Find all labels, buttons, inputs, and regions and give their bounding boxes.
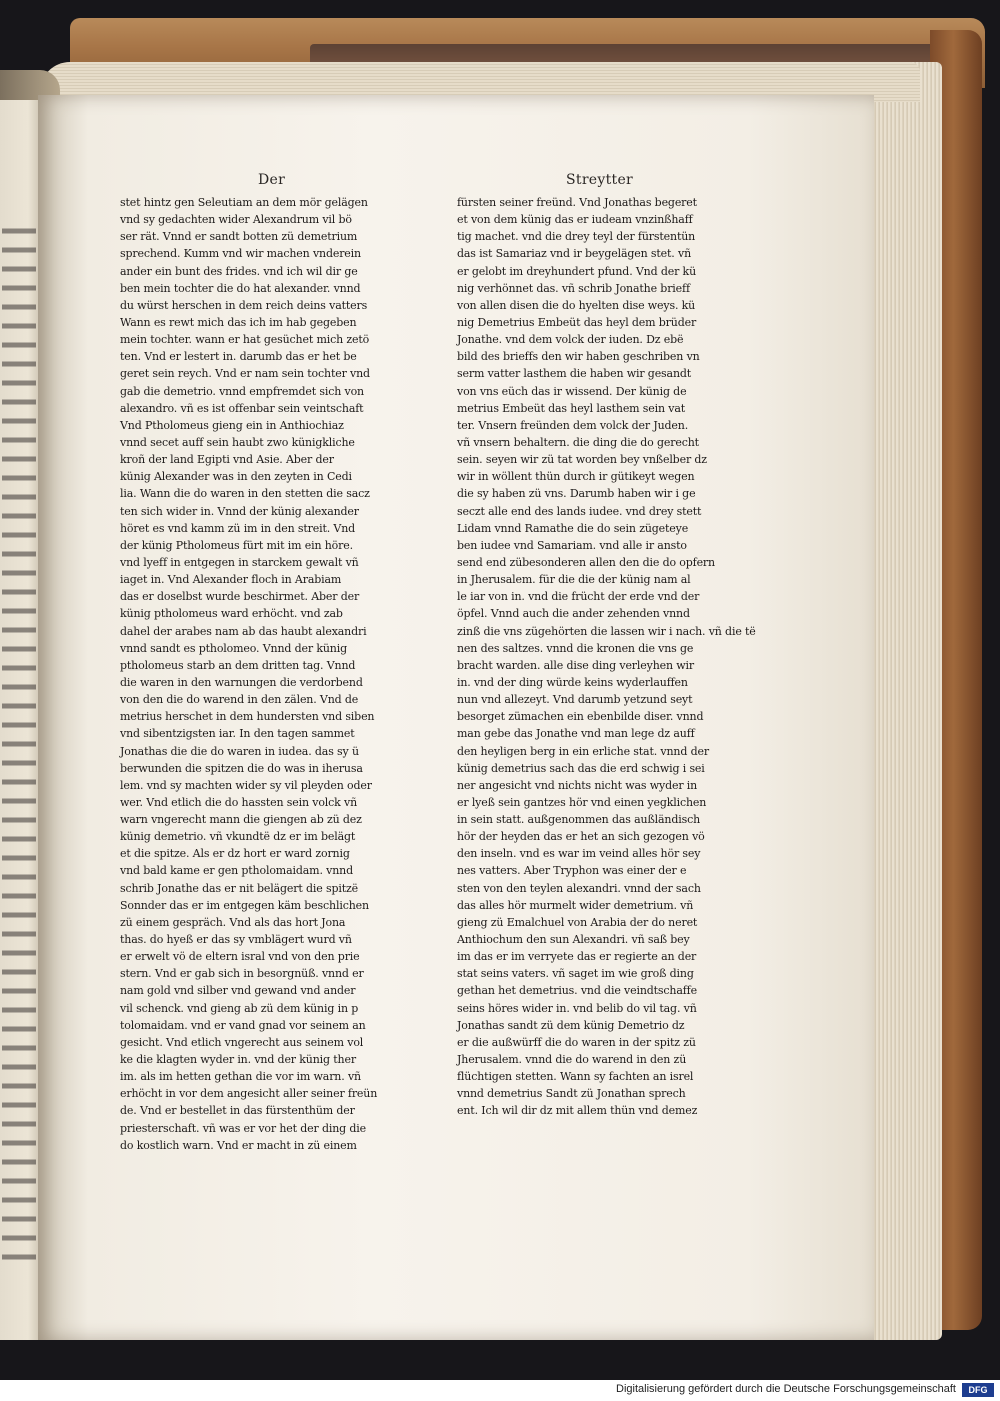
text-line: vnd sibentzigsten iar. In den tagen sammet — [120, 727, 355, 741]
text-line: man gebe das Jonathe vnd man lege dz auff — [457, 727, 695, 741]
text-line: vil schenck. vnd gieng ab zü dem künig in p — [120, 1001, 359, 1015]
text-line: besorget zümachen ein ebenbilde diser. vnnd — [457, 710, 704, 724]
text-line: sprechend. Kumm vnd wir machen vnderein — [120, 247, 361, 261]
text-line: der künig Ptholomeus fürt mit im ein höre. — [120, 538, 353, 552]
text-line: künig demetrius sach das die erd schwig i sei — [457, 761, 705, 775]
text-line: von den die do warend in den zälen. Vnd de — [120, 693, 359, 707]
text-line: im das er im verryete das er regierte an der — [457, 950, 697, 964]
text-line: Jonathe. vnd dem volck der iuden. Dz ebë — [457, 333, 684, 347]
text-line: künig Alexander was in den zeyten in Cedi — [120, 470, 352, 484]
text-line: et die spitze. Als er dz hort er ward zornig — [120, 847, 350, 861]
text-line: höret es vnd kamm zü im in den streit. Vnd — [120, 521, 356, 535]
text-line: alexandro. vñ es ist offenbar sein veintschaft — [120, 401, 364, 415]
text-line: priesterschaft. vñ was er vor het der ding die — [120, 1121, 367, 1135]
text-line: de. Vnd er bestellet in das fürstenthüm der — [120, 1104, 355, 1118]
text-line: den inseln. vnd es war im veind alles hör sey — [457, 847, 701, 861]
text-line: wir in wöllent thün durch ir gütikeyt wegen — [457, 470, 695, 484]
text-line: dahel der arabes nam ab das haubt alexandri — [120, 624, 367, 638]
text-line: bracht warden. alle dise ding verleyhen wir — [457, 658, 695, 672]
text-line: bild des brieffs den wir haben geschriben vn — [457, 350, 700, 364]
text-line: den heyligen berg in ein erliche stat. vnnd der — [457, 744, 709, 758]
previous-page-text — [2, 220, 36, 1270]
text-line: vnd bald kame er gen ptholomaidam. vnnd — [120, 864, 353, 878]
text-line: in. vnd der ding würde keins wyderlauffen — [457, 675, 688, 689]
text-line: send end zübesonderen allen den die do opfern — [457, 555, 715, 569]
previous-page-strip — [0, 100, 40, 1340]
text-line: Sonnder das er im entgegen käm beschlichen — [120, 898, 369, 912]
text-line: hör der heyden das er het an sich gezogen vö — [457, 830, 705, 844]
text-line: lem. vnd sy machten wider sy vil pleyden oder — [120, 778, 372, 792]
text-line: nig Demetrius Embeüt das heyl dem brüder — [457, 315, 697, 329]
text-line: ten sich wider in. Vnnd der künig alexander — [120, 504, 359, 518]
text-line: et von dem künig das er iudeam vnzinßhaff — [457, 213, 693, 227]
text-line: vnnd demetrius Sandt zü Jonathan sprech — [457, 1087, 686, 1101]
text-line: Wann es rewt mich das ich im hab gegeben — [120, 315, 357, 329]
text-line: in Jherusalem. für die die der künig nam al — [457, 573, 691, 587]
text-line: zinß die vns zügehörten die lassen wir i nach. vñ die të — [457, 624, 756, 638]
text-line: sten von den teylen alexandri. vnnd der sach — [457, 881, 701, 895]
text-line: ent. Ich wil dir dz mit allem thün vnd demez — [457, 1104, 698, 1118]
text-line: tig machet. vnd die drey teyl der fürstentün — [457, 230, 696, 244]
text-line: stern. Vnd er gab sich in besorgnüß. vnnd er — [120, 967, 364, 981]
text-column-right — [457, 194, 756, 1144]
text-line: sein. seyen wir zü tat worden bey vnßelber dz — [457, 453, 707, 467]
text-line: kroñ der land Egipti vnd Asie. Aber der — [120, 453, 334, 467]
text-line: du würst herschen in dem reich deins vatters — [120, 298, 368, 312]
text-line: metrius Embeüt das heyl lasthem sein vat — [457, 401, 686, 415]
text-line: von vns eüch das ir wissend. Der künig de — [457, 384, 687, 398]
text-line: stet hintz gen Seleutiam an dem mör gelägen — [120, 196, 368, 209]
text-line: metrius herschet in dem hundersten vnd siben — [120, 710, 375, 724]
running-head-right: Streytter — [566, 172, 634, 188]
text-line: in sein statt. außgenommen das außländisch — [457, 813, 701, 827]
text-column-left — [120, 194, 408, 1152]
text-line: iaget in. Vnd Alexander floch in Arabiam — [120, 573, 342, 587]
text-line: berwunden die spitzen die do was in iherusa — [120, 761, 363, 775]
text-line: stat seins vaters. vñ saget im wie groß ding — [457, 967, 694, 981]
text-line: ner angesicht vnd nichts nicht was wyder in — [457, 778, 698, 792]
funding-notice: Digitalisierung gefördert durch die Deutsche Forschungsgemeinschaft — [616, 1383, 956, 1395]
text-line: von allen disen die do hyelten dise weys. kü — [457, 298, 696, 312]
text-line: ke die klagten wyder in. vnd der künig ther — [120, 1053, 356, 1067]
text-line: ben mein tochter die do hat alexander. vnnd — [120, 281, 361, 295]
text-line: ben iudee vnd Samariam. vnd alle ir ansto — [457, 538, 687, 552]
text-line: schrib Jonathe das er nit belägert die spitzë — [120, 881, 359, 895]
text-line: le iar von in. vnd die frücht der erde vnd der — [457, 590, 700, 604]
text-line: im. als im hetten gethan die vor im warn. vñ — [120, 1070, 361, 1084]
text-line: er erwelt vö de eltern isral vnd von den prie — [120, 950, 360, 964]
text-line: das ist Samariaz vnd ir beygelägen stet. vñ — [457, 247, 692, 261]
text-line: vnd lyeff in entgegen in starckem gewalt vñ — [120, 555, 359, 569]
text-line: die waren in den warnungen die verdorbend — [120, 675, 363, 689]
text-line: er gelobt im dreyhundert pfund. Vnd der kü — [457, 264, 697, 278]
text-line: ten. Vnd er lestert in. darumb das er het be — [120, 350, 357, 364]
text-line: serm vatter lasthem die haben wir gesandt — [457, 367, 692, 381]
text-line: seins höres wider in. vnd belib do vil tag. vñ — [457, 1001, 697, 1015]
text-line: die sy haben zü vns. Darumb haben wir i ge — [457, 487, 696, 501]
running-head-left: Der — [258, 172, 286, 188]
text-line: ter. Vnsern freünden dem volck der Juden. — [457, 418, 689, 432]
text-line: seczt alle end des lands iudee. vnd drey stett — [457, 504, 702, 518]
text-line: nig verhönnet das. vñ schrib Jonathe brieff — [457, 281, 690, 295]
text-line: ser rät. Vnnd er sandt botten zü demetrium — [120, 230, 358, 244]
text-line: nam gold vnd silber vnd gewand vnd ander — [120, 984, 356, 998]
text-line: fürsten seiner freünd. Vnd Jonathas begeret — [457, 196, 697, 209]
text-line: nen des saltzes. vnnd die kronen die vns ge — [457, 641, 694, 655]
text-line: Vnd Ptholomeus gieng ein in Anthiochiaz — [120, 418, 344, 432]
text-line: ptholomeus starb an dem dritten tag. Vnnd — [120, 658, 356, 672]
text-line: nun vnd allezeyt. Vnd darumb yetzund seyt — [457, 693, 693, 707]
text-line: Anthiochum den sun Alexandri. vñ saß bey — [457, 933, 690, 947]
text-line: gethan het demetrius. vnd die veindtschaffe — [457, 984, 697, 998]
text-line: Jonathas die die do waren in iudea. das sy ü — [120, 744, 359, 758]
page-fore-edge — [868, 62, 942, 1340]
text-line: tolomaidam. vnd er vand gnad vor seinem an — [120, 1018, 366, 1032]
text-line: vnd sy gedachten wider Alexandrum vil bö — [120, 213, 352, 227]
text-line: gesicht. Vnd etlich vngerecht aus seinem vol — [120, 1035, 364, 1049]
text-line: das alles hör murmelt wider demetrium. vñ — [457, 898, 694, 912]
text-line: künig ptholomeus ward erhöcht. vnd zab — [120, 607, 343, 621]
text-line: vnnd secet auff sein haubt zwo künigkliche — [120, 435, 355, 449]
text-line: gab die demetrio. vnnd empfremdet sich von — [120, 384, 364, 398]
dfg-logo: DFG — [962, 1383, 994, 1397]
text-line: flüchtigen stetten. Wann sy fachten an isrel — [457, 1070, 694, 1084]
text-line: thas. do hyeß er das sy vmblägert wurd vñ — [120, 933, 352, 947]
text-line: ander ein bunt des frides. vnd ich wil dir ge — [120, 264, 358, 278]
text-line: erhöcht in vor dem angesicht aller seiner freün — [120, 1087, 378, 1101]
text-line: Jonathas sandt zü dem künig Demetrio dz — [457, 1018, 685, 1032]
text-line: warn vngerecht mann die giengen ab zü dez — [120, 813, 362, 827]
text-line: mein tochter. wann er hat gesüchet mich zetö — [120, 333, 370, 347]
footer-bar — [0, 1380, 1000, 1401]
text-line: vnnd sandt es ptholomeo. Vnnd der künig — [120, 641, 347, 655]
text-line: das er doselbst wurde beschirmet. Aber der — [120, 590, 360, 604]
text-line: künig demetrio. vñ vkundtë dz er im belägt — [120, 830, 356, 844]
text-line: Lidam vnnd Ramathe die do sein zügeteye — [457, 521, 689, 535]
text-line: gieng zü Emalchuel von Arabia der do neret — [457, 915, 698, 929]
text-line: nes vatters. Aber Tryphon was einer der e — [457, 864, 687, 878]
text-line: geret sein reych. Vnd er nam sein tochter vnd — [120, 367, 370, 381]
text-line: er lyeß sein gantzes hör vnd einen yegklichen — [457, 795, 707, 809]
text-line: er die außwürff die do waren in der spitz zü — [457, 1035, 696, 1049]
text-line: do kostlich warn. Vnd er macht in zü einem — [120, 1138, 357, 1152]
text-line: öpfel. Vnnd auch die ander zehenden vnnd — [457, 607, 690, 621]
text-line: zü einem gespräch. Vnd als das hort Jona — [120, 915, 346, 929]
text-line: vñ vnsern behaltern. die ding die do gerecht — [457, 435, 699, 449]
text-line: Jherusalem. vnnd die do warend in den zü — [457, 1053, 687, 1067]
text-line: lia. Wann die do waren in den stetten die sacz — [120, 487, 370, 501]
text-line: wer. Vnd etlich die do hassten sein volck vñ — [120, 795, 358, 809]
